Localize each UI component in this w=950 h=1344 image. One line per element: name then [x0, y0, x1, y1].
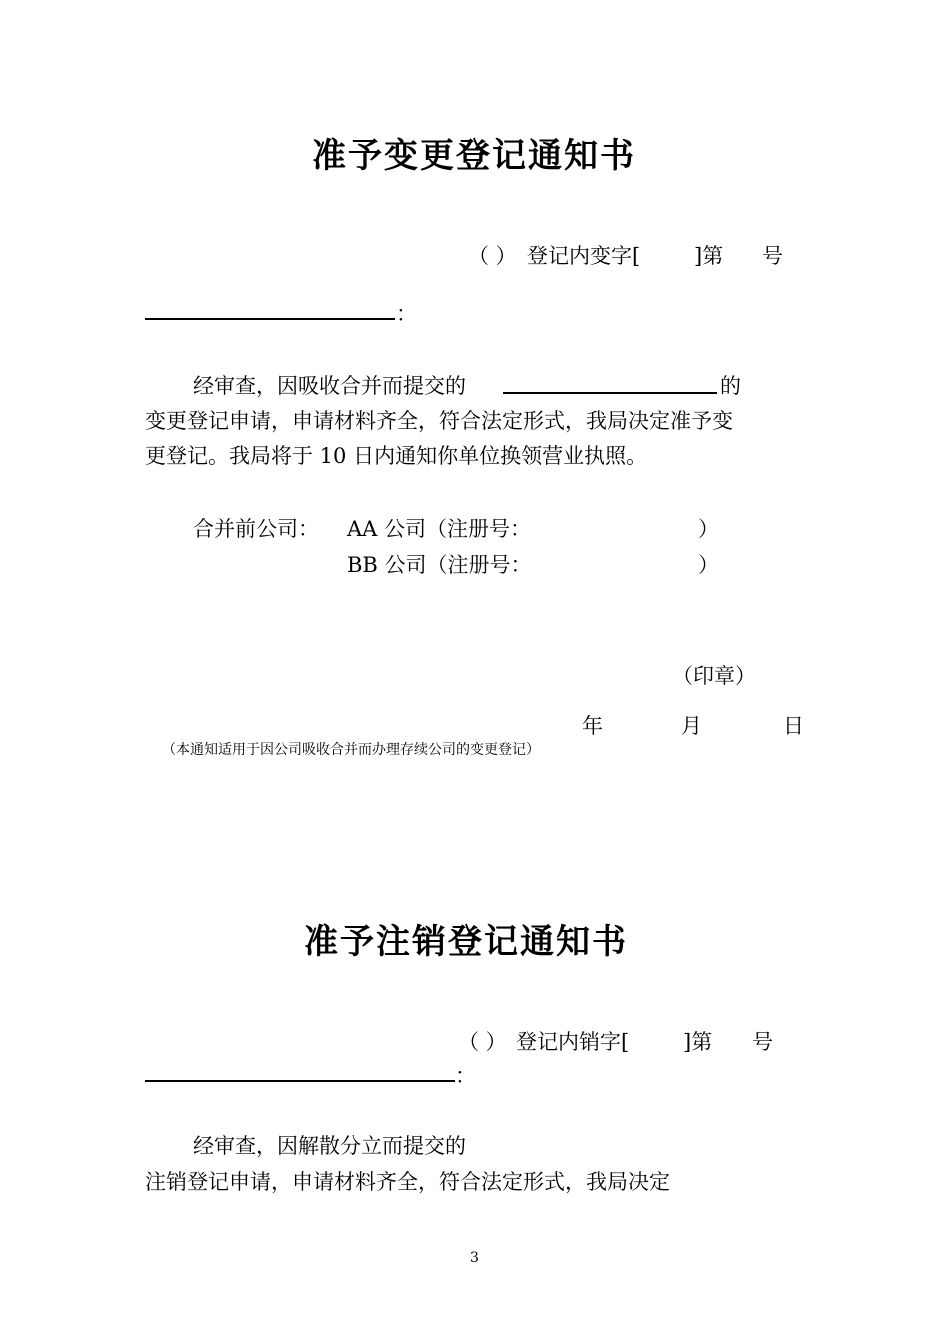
notice1-company-a-close: ）	[698, 517, 719, 541]
notice1-company-blank-line	[503, 392, 717, 394]
notice1-para-line1-start: 经审查，因吸收合并而提交的	[193, 374, 466, 398]
notice1-company-a: AA 公司（注册号：	[347, 517, 532, 541]
notice1-title: 准予变更登记通知书	[312, 136, 636, 176]
notice2-para-line2: 注销登记申请，申请材料齐全，符合法定形式，我局决定	[145, 1170, 670, 1194]
notice1-para-line2: 变更登记申请，申请材料齐全，符合法定形式，我局决定准予变	[145, 409, 733, 433]
page-number: 3	[470, 1250, 479, 1266]
notice1-company-b-close: ）	[698, 553, 719, 577]
notice2-para-line1: 经审查，因解散分立而提交的	[193, 1134, 466, 1158]
notice1-date-year: 年	[582, 714, 603, 738]
notice2-addressee-colon: ：	[455, 1064, 476, 1088]
notice1-merge-label: 合并前公司：	[193, 517, 319, 541]
notice2-title: 准予注销登记通知书	[304, 922, 628, 962]
notice1-doc-paren: （ ）	[468, 244, 517, 268]
notice1-seal: （印章）	[672, 664, 756, 688]
notice1-doc-bracket-close: ]第	[694, 244, 724, 268]
notice1-para-line3: 更登记。我局将于 10 日内通知你单位换领营业执照。	[145, 444, 648, 468]
notice2-doc-bracket-close: ]第	[683, 1030, 713, 1054]
notice1-date-month: 月	[681, 714, 702, 738]
notice1-para-line1-end: 的	[720, 374, 741, 398]
notice1-doc-hao: 号	[762, 244, 783, 268]
notice1-company-b: BB 公司（注册号：	[347, 553, 532, 577]
notice2-addressee-line	[145, 1080, 455, 1082]
notice1-addressee-line	[145, 318, 395, 320]
notice1-date-day: 日	[783, 714, 804, 738]
notice1-addressee-colon: ：	[396, 302, 417, 326]
notice2-doc-number-text: 登记内销字[	[516, 1030, 630, 1054]
notice1-footnote: （本通知适用于因公司吸收合并而办理存续公司的变更登记）	[162, 742, 540, 758]
notice1-doc-number-text: 登记内变字[	[527, 244, 641, 268]
notice2-doc-hao: 号	[752, 1030, 773, 1054]
notice2-doc-paren: （ ）	[458, 1030, 507, 1054]
